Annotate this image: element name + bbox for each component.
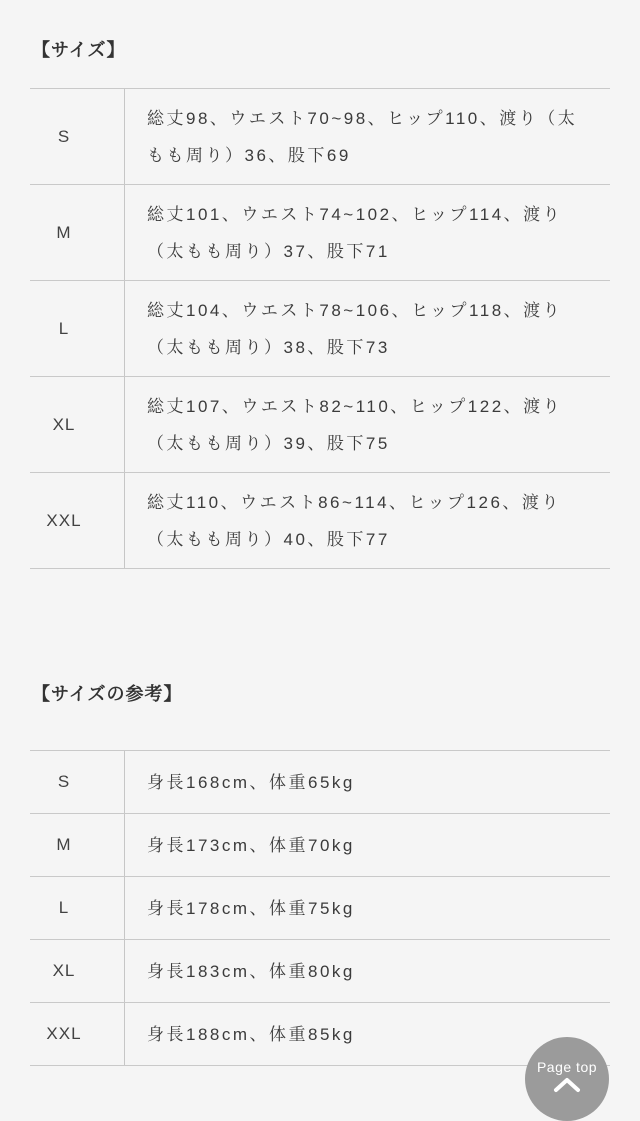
size-label: XXL xyxy=(30,1003,125,1065)
size-detail: 総丈101、ウエスト74~102、ヒップ114、渡り（太もも周り）37、股下71 xyxy=(147,204,563,261)
table-row xyxy=(30,185,610,281)
size-label: L xyxy=(30,877,125,939)
table-row xyxy=(30,814,610,877)
table-row xyxy=(30,281,610,377)
size-detail: 総丈110、ウエスト86~114、ヒップ126、渡り（太もも周り）40、股下77 xyxy=(147,492,561,549)
size-table xyxy=(30,88,610,569)
size-reference-heading: 【サイズの参考】 xyxy=(32,684,183,704)
table-row xyxy=(30,377,610,473)
size-detail: 身長168cm、体重65kg xyxy=(147,772,355,792)
size-label: M xyxy=(30,814,125,876)
size-detail: 身長183cm、体重80kg xyxy=(147,961,355,981)
page-top-label: Page top xyxy=(536,1059,598,1075)
table-row xyxy=(30,751,610,814)
size-label: S xyxy=(30,89,125,184)
table-row xyxy=(30,89,610,185)
page-top-button[interactable] xyxy=(525,1037,609,1121)
table-row xyxy=(30,473,610,569)
table-row xyxy=(30,1003,610,1066)
size-reference-table xyxy=(30,750,610,1066)
size-detail: 総丈98、ウエスト70~98、ヒップ110、渡り（太もも周り）36、股下69 xyxy=(147,108,578,165)
table-row xyxy=(30,940,610,1003)
size-label: L xyxy=(30,281,125,376)
size-detail: 総丈104、ウエスト78~106、ヒップ118、渡り（太もも周り）38、股下73 xyxy=(147,300,563,357)
size-info-section xyxy=(0,38,640,1066)
size-detail: 身長178cm、体重75kg xyxy=(147,898,355,918)
size-label: M xyxy=(30,185,125,280)
size-detail: 身長188cm、体重85kg xyxy=(147,1024,355,1044)
chevron-up-icon xyxy=(552,1077,582,1093)
size-label: XXL xyxy=(30,473,125,568)
size-detail: 身長173cm、体重70kg xyxy=(147,835,355,855)
size-detail: 総丈107、ウエスト82~110、ヒップ122、渡り（太もも周り）39、股下75 xyxy=(147,396,563,453)
size-label: S xyxy=(30,751,125,813)
size-section-heading: 【サイズ】 xyxy=(32,40,126,60)
size-label: XL xyxy=(30,940,125,1002)
table-row xyxy=(30,877,610,940)
size-label: XL xyxy=(30,377,125,472)
